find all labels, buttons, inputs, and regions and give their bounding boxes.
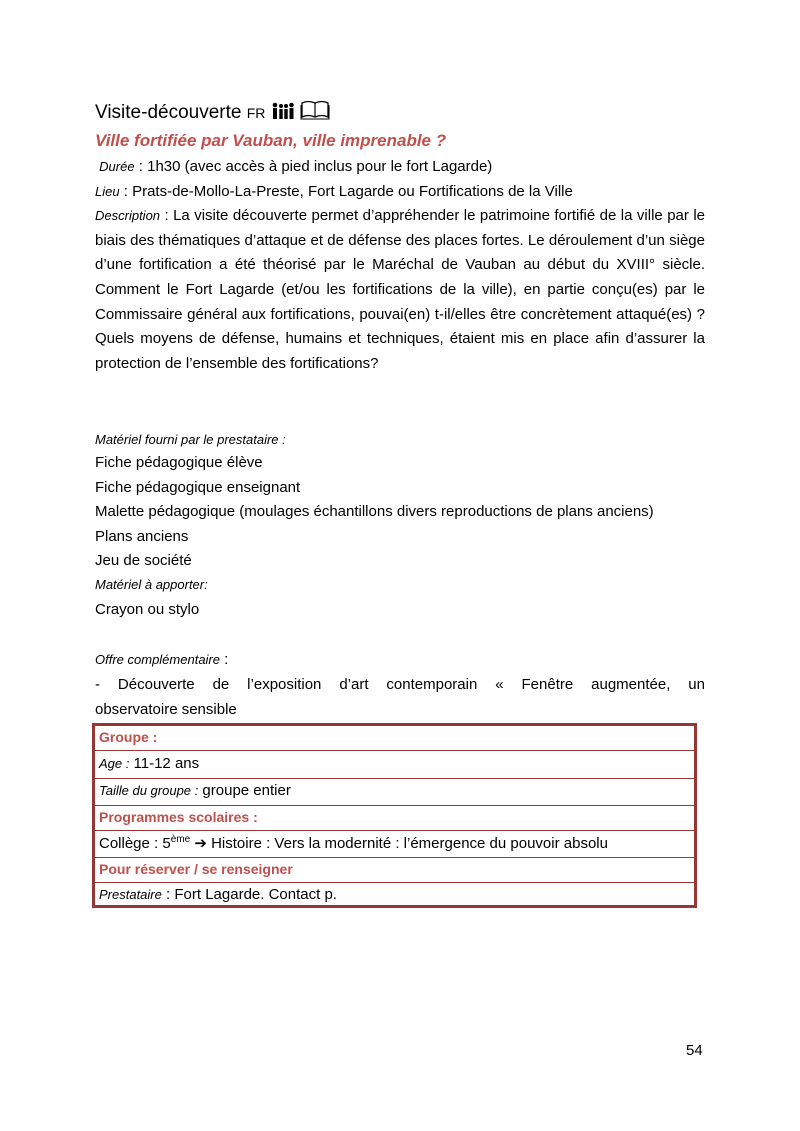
prestataire-label: Prestataire — [99, 887, 162, 902]
description-label: Description — [95, 208, 161, 224]
page-number: 54 — [686, 1042, 703, 1059]
description-value: : La visite découverte permet d’appréhender le patrimoine fortifié de la ville par le biais des thématiques d’attaque et de défense des places fortes. Le déroulement d’un siège d’une fortification a été théorisé par le Maréchal de Vauban au début du XVIII° siècle. Comment le Fort Lagarde (et/ou les fortifications de la ville), en partie conçu(es) par le Commissaire général aux fortifications, pouvai(en) t-il/elles être concrètement attaqué(es) ? Quels moyens de défense, humains et techniques, étaient mis en place afin d’assurer la protection de l’ensemble des fortifications? — [95, 207, 705, 372]
programme-row — [99, 834, 690, 852]
prestataire-value: : Fort Lagarde. Contact p. — [161, 886, 337, 903]
duree-label: Durée — [99, 159, 135, 174]
programme-text: Histoire : Vers la modernité : l’émergence du pouvoir absolu — [206, 835, 608, 852]
list-item: Malette pédagogique (moulages échantillons divers reproductions de plans anciens) — [95, 503, 654, 521]
reserver-title: Pour réserver / se renseigner — [99, 861, 293, 877]
duree-value: : 1h30 (avec accès à pied inclus pour le fort Lagarde) — [134, 158, 493, 175]
apporter-value: Crayon ou stylo — [95, 601, 200, 618]
divider — [95, 830, 694, 831]
divider — [95, 805, 694, 806]
age-value: 11-12 ans — [129, 755, 200, 772]
list-item: Jeu de société — [95, 552, 192, 570]
groupe-title: Groupe : — [99, 729, 158, 745]
offre-heading — [95, 648, 228, 672]
list-item: Fiche pédagogique enseignant — [95, 478, 301, 496]
info-box — [92, 723, 697, 908]
language-tag: FR — [246, 105, 266, 121]
heading-title: Visite-découverte — [95, 102, 242, 123]
info-fields — [95, 155, 705, 376]
divider — [95, 857, 694, 858]
offre-line-1: - Découverte de l’exposition d’art contemporain « Fenêtre augmentée, un — [95, 676, 705, 693]
divider — [95, 778, 694, 779]
age-row — [99, 755, 690, 772]
page-heading — [95, 100, 330, 125]
lieu-label: Lieu — [95, 183, 120, 199]
divider — [95, 882, 694, 883]
materiel-title: Matériel fourni par le prestataire : — [95, 432, 286, 447]
list-item: Fiche pédagogique élève — [95, 454, 263, 471]
programmes-title: Programmes scolaires : — [99, 809, 258, 825]
divider — [95, 750, 694, 751]
age-label: Age : — [99, 756, 130, 771]
open-book-icon — [300, 102, 330, 123]
taille-row — [99, 782, 690, 799]
list-item: Plans anciens — [95, 527, 189, 545]
offre-line-2: observatoire sensible — [95, 700, 237, 718]
activity-subtitle: Ville fortifiée par Vauban, ville imprenable ? — [95, 131, 447, 150]
lieu-line — [95, 180, 705, 205]
materiel-list — [95, 451, 654, 574]
programme-prefix: Collège : 5 — [99, 835, 171, 852]
description-paragraph — [95, 204, 705, 376]
offre-label: Offre complémentaire — [95, 652, 220, 667]
taille-label: Taille du groupe : — [99, 783, 199, 798]
offre-suffix: : — [220, 651, 229, 668]
taille-value: groupe entier — [198, 782, 291, 799]
group-people-icon — [271, 102, 300, 123]
apporter-title: Matériel à apporter: — [95, 577, 208, 592]
arrow-right-icon: ➔ — [194, 835, 207, 852]
programme-sup: ème — [170, 834, 191, 845]
duree-line — [95, 155, 705, 180]
lieu-value: : Prats-de-Mollo-La-Preste, Fort Lagarde ou Fortifications de la Ville — [119, 182, 573, 200]
prestataire-row — [99, 886, 690, 903]
offre-text — [95, 673, 705, 722]
